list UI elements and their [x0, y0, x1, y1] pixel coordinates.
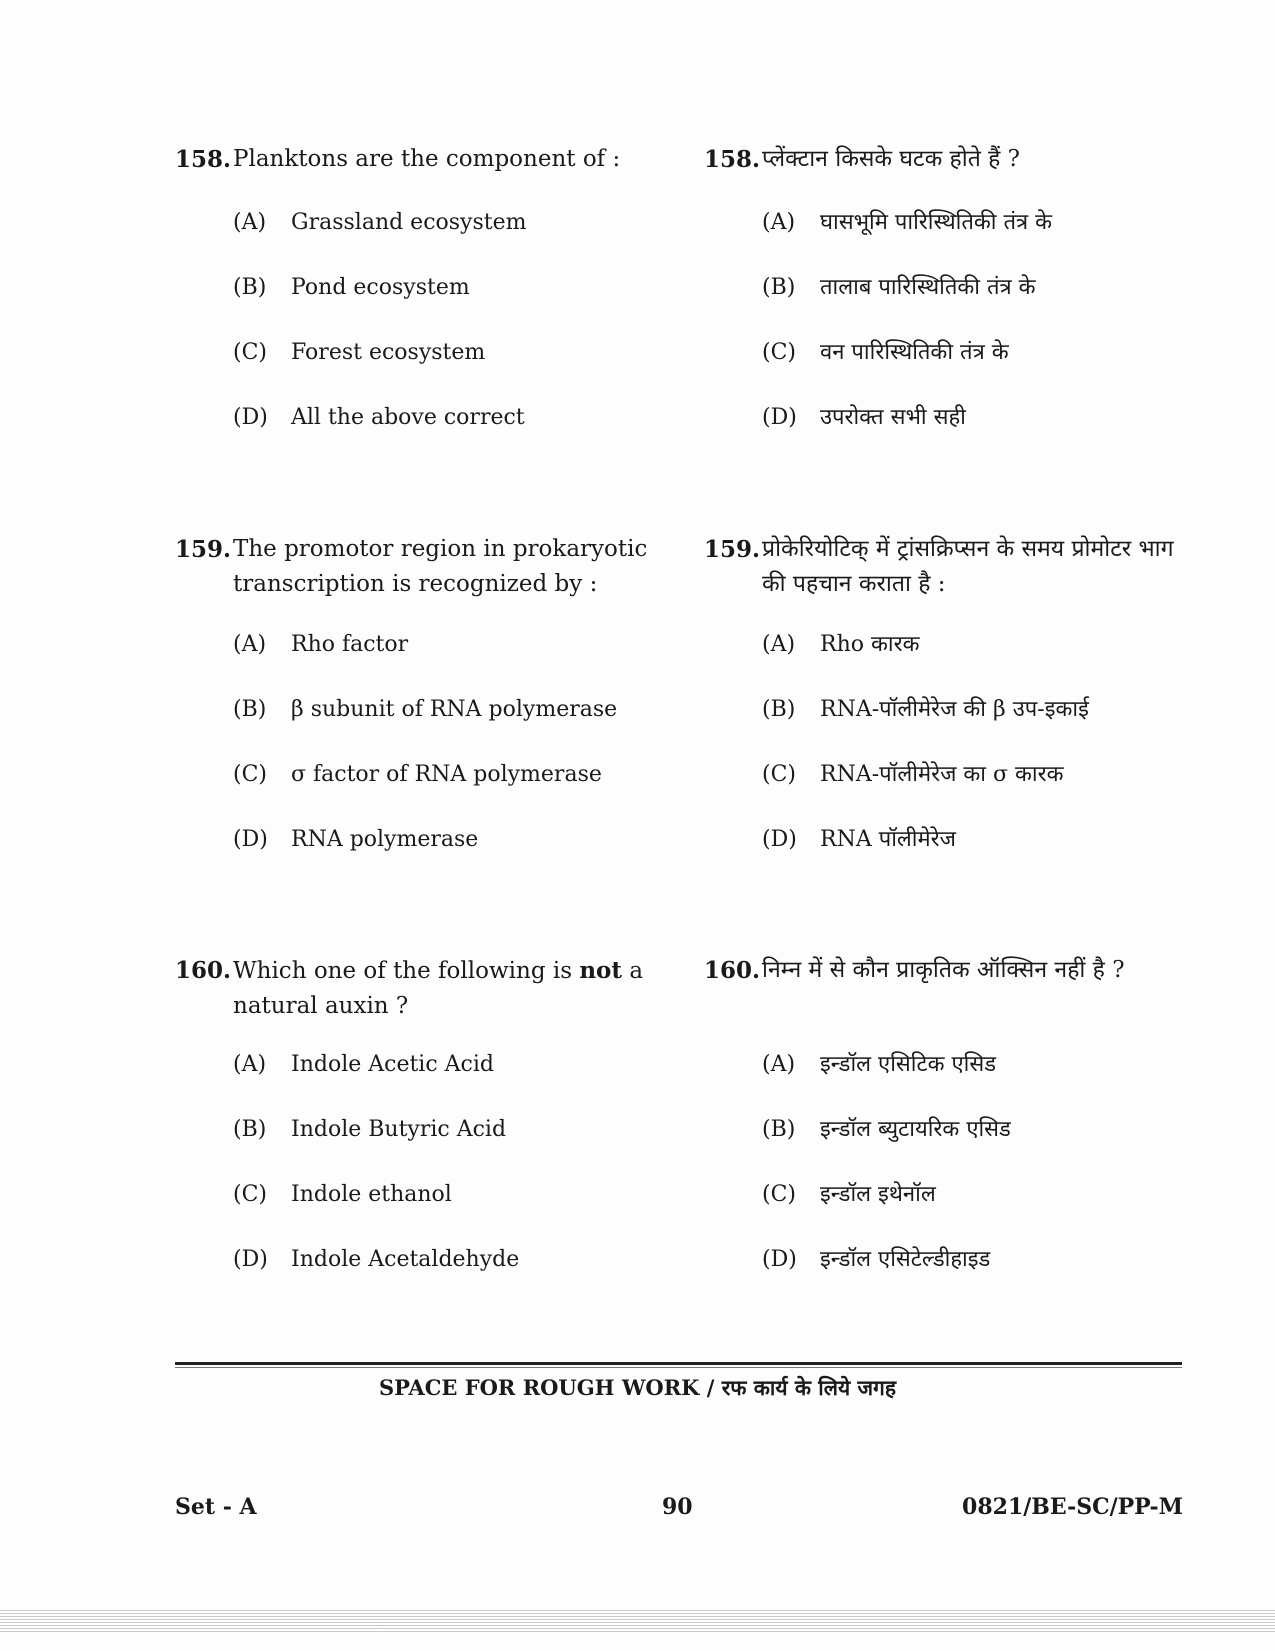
option-text: इन्डॉल एसिटिक एसिड: [820, 1052, 996, 1077]
option-159-c-en: [233, 760, 602, 790]
option-label: (C): [762, 340, 796, 365]
option-label: (B): [233, 275, 267, 300]
option-text: Pond ecosystem: [291, 275, 470, 300]
option-label: (D): [233, 405, 268, 430]
option-text: इन्डॉल इथेनॉल: [820, 1182, 936, 1207]
option-text: Rho factor: [291, 632, 409, 657]
option-label: (A): [762, 210, 796, 235]
option-159-a-en: [233, 630, 408, 660]
option-158-a-en: [233, 208, 527, 238]
option-label: (A): [233, 1052, 267, 1077]
option-text: All the above correct: [291, 405, 525, 430]
option-label: (B): [762, 1117, 796, 1142]
option-159-a-hi: [762, 630, 919, 660]
option-158-c-hi: [762, 338, 1009, 368]
option-158-d-hi: [762, 403, 966, 433]
option-label: (C): [762, 762, 796, 787]
question-160-hi: [704, 953, 1204, 988]
question-text: Planktons are the component of :: [233, 146, 621, 172]
question-number: 160.: [704, 957, 761, 984]
option-label: (B): [233, 1117, 267, 1142]
option-text: Grassland ecosystem: [291, 210, 527, 235]
option-label: (D): [762, 827, 797, 852]
option-text: RNA polymerase: [291, 827, 479, 852]
option-label: (B): [762, 697, 796, 722]
option-label: (D): [762, 1247, 797, 1272]
rough-work-heading: SPACE FOR ROUGH WORK / रफ कार्य के लिये जगह: [378, 1375, 897, 1400]
footer-code: 0821/BE-SC/PP-M: [962, 1494, 1183, 1520]
option-158-b-hi: [762, 273, 1036, 303]
question-number: 159.: [704, 536, 761, 563]
option-159-c-hi: [762, 760, 1064, 790]
option-text: Indole Butyric Acid: [291, 1117, 507, 1142]
emphasis-not: not: [579, 957, 623, 984]
question-158-en: [175, 142, 675, 177]
option-label: (C): [233, 1182, 267, 1207]
option-159-d-en: [233, 825, 478, 855]
footer-set: Set - A: [175, 1494, 257, 1520]
question-text: Which one of the following is not a natural auxin ?: [233, 957, 644, 1019]
option-text: घासभूमि पारिस्थितिकी तंत्र के: [820, 210, 1053, 235]
option-label: (C): [233, 762, 267, 787]
option-160-c-en: [233, 1180, 452, 1210]
option-160-a-hi: [762, 1050, 996, 1080]
option-text: Indole ethanol: [291, 1182, 452, 1207]
option-label: (B): [762, 275, 796, 300]
question-text: The promotor region in prokaryotic transcription is recognized by :: [233, 536, 648, 597]
option-159-d-hi: [762, 825, 956, 855]
question-text: निम्न में से कौन प्राकृतिक ऑक्सिन नहीं है ?: [762, 957, 1125, 983]
option-text: Indole Acetic Acid: [291, 1052, 494, 1077]
option-text: उपरोक्त सभी सही: [820, 405, 966, 430]
question-158-hi: [704, 142, 1204, 177]
question-159-en: [175, 532, 675, 602]
option-160-c-hi: [762, 1180, 936, 1210]
option-text: तालाब पारिस्थितिकी तंत्र के: [820, 275, 1036, 300]
option-label: (B): [233, 697, 267, 722]
question-number: 158.: [704, 146, 761, 173]
option-160-b-hi: [762, 1115, 1011, 1145]
option-158-d-en: [233, 403, 525, 433]
option-160-d-hi: [762, 1245, 990, 1275]
option-label: (D): [762, 405, 797, 430]
option-text: Forest ecosystem: [291, 340, 486, 365]
option-160-d-en: [233, 1245, 519, 1275]
option-text: RNA पॉलीमेरेज: [820, 827, 956, 852]
option-text: σ factor of RNA polymerase: [291, 762, 602, 787]
rough-work-divider: [175, 1362, 1182, 1365]
option-159-b-hi: [762, 695, 1089, 725]
question-text: प्लेंक्टान किसके घटक होते हैं ?: [762, 146, 1021, 172]
option-label: (C): [233, 340, 267, 365]
option-160-b-en: [233, 1115, 506, 1145]
option-text: RNA-पॉलीमेरेज का σ कारक: [820, 762, 1064, 787]
question-number: 158.: [175, 146, 232, 173]
option-text: वन पारिस्थितिकी तंत्र के: [820, 340, 1009, 365]
question-159-hi: [704, 532, 1204, 602]
option-label: (D): [233, 1247, 268, 1272]
option-text: RNA-पॉलीमेरेज की β उप-इकाई: [820, 697, 1089, 722]
option-text: β subunit of RNA polymerase: [291, 697, 618, 722]
option-label: (A): [762, 1052, 796, 1077]
option-159-b-en: [233, 695, 617, 725]
option-158-c-en: [233, 338, 485, 368]
option-label: (C): [762, 1182, 796, 1207]
option-label: (A): [233, 210, 267, 235]
option-label: (D): [233, 827, 268, 852]
question-160-en: [175, 953, 675, 1024]
option-text: इन्डॉल ब्युटायरिक एसिड: [820, 1117, 1011, 1142]
option-text: Rho कारक: [820, 632, 920, 657]
option-text: इन्डॉल एसिटेल्डीहाइड: [820, 1247, 991, 1272]
question-number: 159.: [175, 536, 232, 563]
scan-edge-lines: [0, 1608, 1275, 1634]
option-160-a-en: [233, 1050, 494, 1080]
option-label: (A): [762, 632, 796, 657]
question-number: 160.: [175, 957, 232, 984]
option-label: (A): [233, 632, 267, 657]
option-158-b-en: [233, 273, 470, 303]
option-158-a-hi: [762, 208, 1052, 238]
question-text: प्रोकेरियोटिक् में ट्रांसक्रिप्सन के समय प्रोमोटर भाग की पहचान कराता है :: [762, 536, 1174, 597]
footer-page-number: 90: [662, 1494, 693, 1520]
rough-work-divider-thin: [175, 1367, 1182, 1368]
option-text: Indole Acetaldehyde: [291, 1247, 520, 1272]
